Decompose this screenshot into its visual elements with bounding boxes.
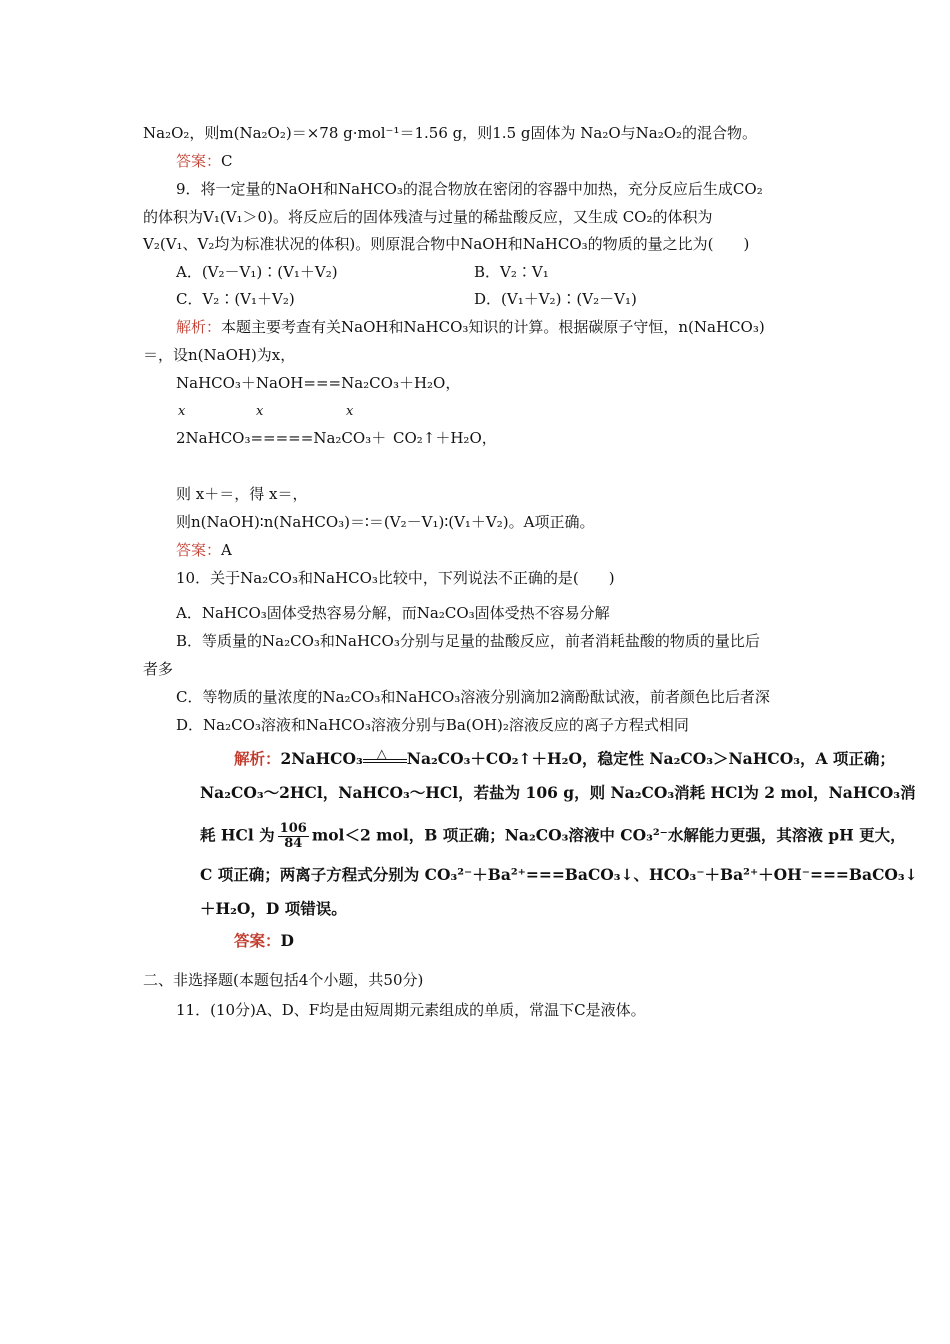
equation-1-var: x xyxy=(256,404,264,419)
answer-label: 答案： xyxy=(234,931,281,950)
analysis-10-line-1 xyxy=(234,749,895,769)
answer-value: A xyxy=(221,541,232,559)
option-d: D．(V₁＋V₂)∶(V₂－V₁) xyxy=(474,290,637,308)
question-10-option-b-line-2: 者多 xyxy=(143,660,174,678)
question-11: 11．(10分)A、D、F均是由短周期元素组成的单质，常温下C是液体。 xyxy=(176,1001,646,1019)
analysis-text: mol＜2 mol，B 项正确；Na₂CO₃溶液中 CO₃²⁻水解能力更强，其溶液 pH 更大， xyxy=(311,825,906,845)
analysis-10-line-4: C 项正确；两离子方程式分别为 CO₃²⁻＋Ba²⁺===BaCO₃↓、HCO₃⁻＋Ba²⁺＋OH⁻===BaCO₃↓ xyxy=(200,865,918,884)
derivation-line-1: 则 x＋＝，得 x＝， xyxy=(176,485,308,503)
analysis-10-line-2: Na₂CO₃～2HCl，NaHCO₃～HCl，若盐为 106 g，则 Na₂CO₃消耗 HCl为 2 mol，NaHCO₃消 xyxy=(200,783,916,802)
question-9-line-3: V₂(V₁、V₂均为标准状况的体积)。则原混合物中NaOH和NaHCO₃的物质的量之比为( ) xyxy=(143,235,750,253)
option-b: B．V₂∶V₁ xyxy=(474,263,549,281)
equation-1: NaHCO₃＋NaOH===Na₂CO₃＋H₂O， xyxy=(176,374,461,392)
answer-value: C xyxy=(221,152,233,170)
answer-9 xyxy=(176,540,232,560)
analysis-label: 解析： xyxy=(234,749,281,768)
question-10-option-b-line-1: B．等质量的Na₂CO₃和NaHCO₃分别与足量的盐酸反应，前者消耗盐酸的物质的量比后 xyxy=(176,632,760,650)
option-a: A．(V₂－V₁)∶(V₁＋V₂) xyxy=(176,263,338,281)
analysis-label: 解析： xyxy=(176,318,222,336)
analysis-text: Na₂CO₃＋CO₂↑＋H₂O，稳定性 Na₂CO₃＞NaHCO₃，A 项正确； xyxy=(406,749,895,768)
answer-label: 答案： xyxy=(176,152,222,170)
equation-2-left: 2NaHCO₃=====Na₂CO₃＋ xyxy=(176,429,387,447)
fraction-numerator: 106 xyxy=(279,821,307,836)
analysis-10-line-5: ＋H₂O，D 项错误。 xyxy=(200,899,347,918)
analysis-text: 本题主要考查有关NaOH和NaHCO₃知识的计算。根据碳原子守恒，n(NaHCO₃) xyxy=(221,318,765,336)
equation-1-var: x xyxy=(346,404,354,419)
question-9-line-2: 的体积为V₁(V₁＞0)。将反应后的固体残渣与过量的稀盐酸反应，又生成 CO₂的体积为 xyxy=(143,208,713,226)
analysis-text: 耗 HCl 为 xyxy=(200,825,275,845)
fraction xyxy=(278,822,309,851)
question-10-option-a: A．NaHCO₃固体受热容易分解，而Na₂CO₃固体受热不容易分解 xyxy=(176,604,610,622)
equation-2-right: CO₂↑＋H₂O， xyxy=(393,429,497,447)
fraction-denominator: 84 xyxy=(284,836,303,851)
answer-8 xyxy=(176,151,233,171)
heating-arrow: △ xyxy=(363,751,407,769)
analysis-9-line-2: ＝，设n(NaOH)为x， xyxy=(143,346,296,364)
answer-label: 答案： xyxy=(176,541,222,559)
derivation-line-2: 则n(NaOH)∶n(NaHCO₃)＝∶＝(V₂－V₁)∶(V₁＋V₂)。A项正确。 xyxy=(176,513,595,531)
option-c: C．V₂∶(V₁＋V₂) xyxy=(176,290,295,308)
question-10-option-c: C．等物质的量浓度的Na₂CO₃和NaHCO₃溶液分别滴加2滴酚酞试液，前者颜色比后者深 xyxy=(176,688,770,706)
analysis-10-line-3 xyxy=(200,822,906,851)
question-9-line-1: 9．将一定量的NaOH和NaHCO₃的混合物放在密闭的容器中加热，充分反应后生成CO₂ xyxy=(176,180,763,198)
question-10: 10．关于Na₂CO₃和NaHCO₃比较中，下列说法不正确的是( ) xyxy=(176,569,615,587)
equation-1-var: x xyxy=(178,404,186,419)
analysis-9-line-1 xyxy=(176,317,765,337)
answer-value: D xyxy=(280,931,294,950)
section-heading: 二、非选择题(本题包括4个小题，共50分) xyxy=(143,971,424,989)
question-10-option-d: D．Na₂CO₃溶液和NaHCO₃溶液分别与Ba(OH)₂溶液反应的离子方程式相同 xyxy=(176,716,689,734)
analysis-formula: 2NaHCO₃ xyxy=(280,749,363,768)
text-line: Na₂O₂，则m(Na₂O₂)＝×78 g·mol⁻¹＝1.56 g，则1.5 g固体为 Na₂O与Na₂O₂的混合物。 xyxy=(143,124,758,142)
answer-10 xyxy=(234,931,294,951)
